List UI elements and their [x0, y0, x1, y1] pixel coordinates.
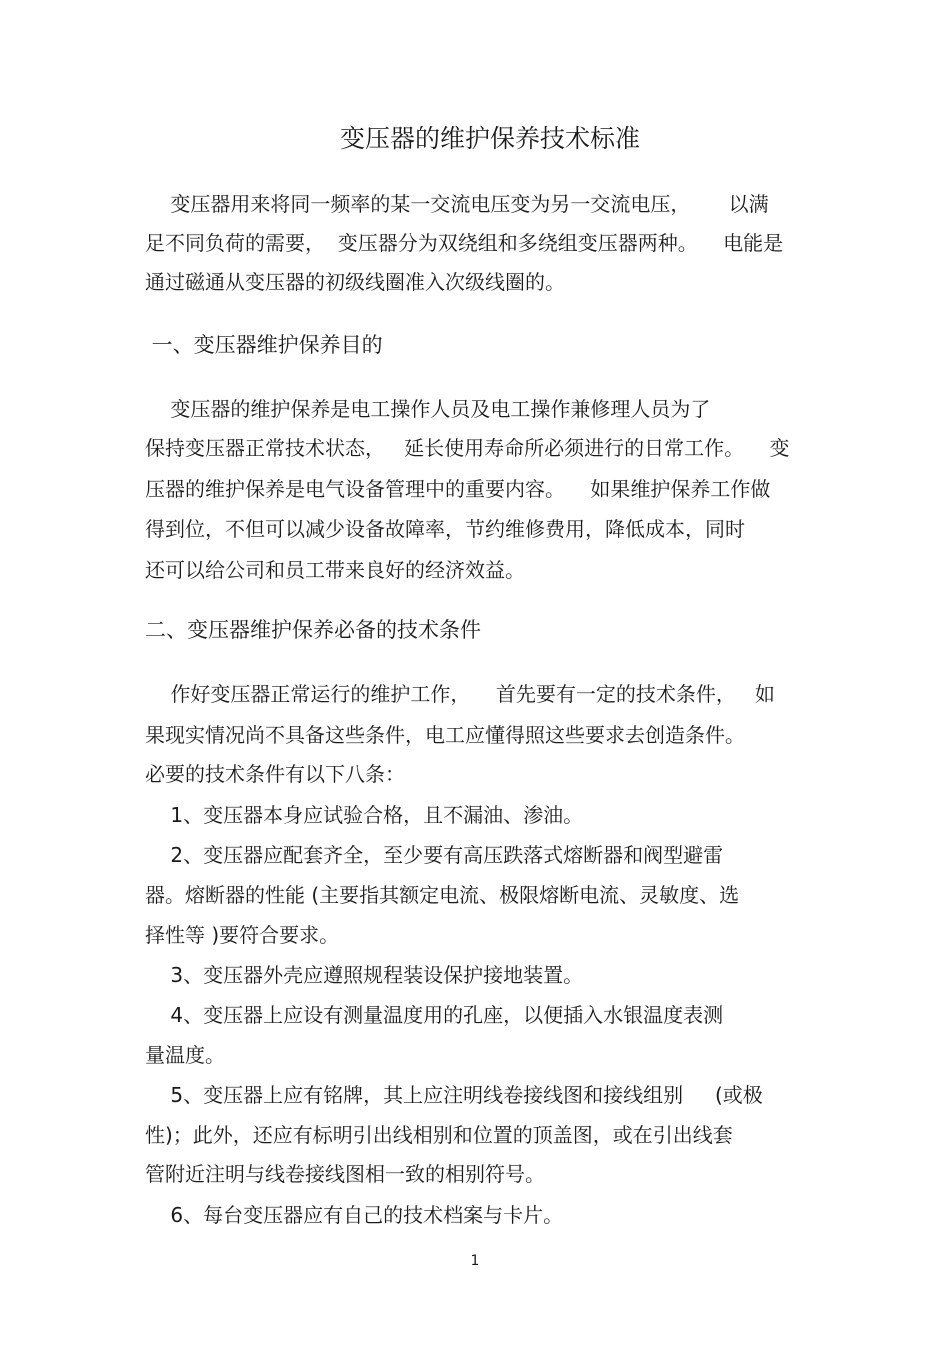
intro-line: 足不同负荷的需要， 变压器分为双绕组和多绕组变压器两种。 电能是	[145, 231, 784, 255]
section1-line: 得到位，不但可以减少设备故障率，节约维修费用，降低成本，同时	[145, 517, 745, 541]
page-title: 变压器的维护保养技术标准	[339, 124, 640, 153]
list-item-4: 4、变压器上应设有测量温度用的孔座，以便插入水银温度表测	[145, 1003, 724, 1027]
list-item-4-cont: 量温度。	[145, 1043, 225, 1067]
list-item-2: 2、变压器应配套齐全，至少要有高压跌落式熔断器和阀型避雷	[145, 843, 724, 867]
list-item-6: 6、每台变压器应有自己的技术档案与卡片。	[145, 1203, 564, 1227]
section-heading-1: 一、变压器维护保养目的	[145, 333, 383, 357]
list-item-5-cont: 性)；此外，还应有标明引出线相别和位置的顶盖图，或在引出线套	[145, 1123, 733, 1147]
section-heading-2: 二、变压器维护保养必备的技术条件	[145, 618, 481, 642]
list-item-2-cont: 器。熔断器的性能 (主要指其额定电流、极限熔断电流、灵敏度、选	[145, 883, 740, 907]
section1-line: 保持变压器正常技术状态， 延长使用寿命所必须进行的日常工作。 变	[145, 436, 790, 460]
intro-line: 通过磁通从变压器的初级线圈准入次级线圈的。	[145, 270, 565, 294]
section1-line: 压器的维护保养是电气设备管理中的重要内容。 如果维护保养工作做	[145, 477, 771, 501]
list-item-5: 5、变压器上应有铭牌，其上应注明线卷接线图和接线组别 (或极	[145, 1083, 763, 1107]
list-item-1: 1、变压器本身应试验合格，且不漏油、渗油。	[145, 803, 584, 827]
section2-line: 必要的技术条件有以下八条：	[145, 762, 405, 786]
section2-line: 作好变压器正常运行的维护工作， 首先要有一定的技术条件， 如	[145, 682, 775, 706]
intro-line: 变压器用来将同一频率的某一交流电压变为另一交流电压， 以满	[145, 192, 769, 216]
section1-line: 变压器的维护保养是电工操作人员及电工操作兼修理人员为了	[145, 397, 711, 421]
list-item-5-cont: 管附近注明与线卷接线图相一致的相别符号。	[145, 1162, 545, 1186]
list-item-3: 3、变压器外壳应遵照规程装设保护接地装置。	[145, 963, 584, 987]
section1-line: 还可以给公司和员工带来良好的经济效益。	[145, 558, 525, 582]
list-item-2-cont: 择性等 )要符合要求。	[145, 923, 340, 947]
section2-line: 果现实情况尚不具备这些条件，电工应懂得照这些要求去创造条件。	[145, 723, 745, 747]
page-number: 1	[470, 1253, 480, 1269]
